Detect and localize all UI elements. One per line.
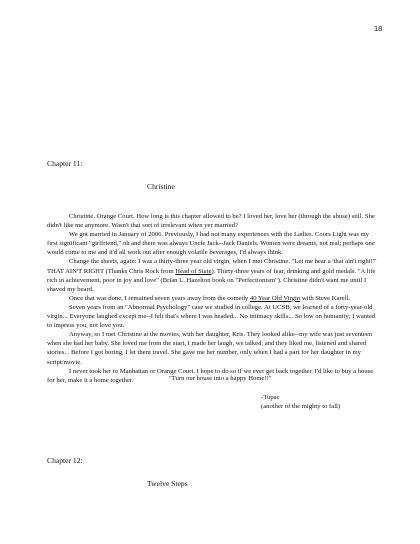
epigraph-attribution [261,393,340,411]
page-number: 18 [374,24,383,33]
paragraph-1: Christine. Orange Court. How long is this chapter allowed to be? I loved her, love her (through the abuse) still. She didn't like me anymore. Wasn't that sort of irrelevant when yer married? [47,213,375,230]
40-year-old-virgin-title: 40 Year Old Virgin [249,294,301,302]
paragraph-2: We got married in January of 2006. Previously, I had not many experiences with the Ladies. Coors Light was my first significant "girlfriend," oh and there was always Uncle Jack--Jack Daniels. Women were dreams, not real; perhaps one would come to me and it'd all work out after enough volatile beverages, I'd always think. [47,231,375,257]
chapter-12-title: Twelve Steps [147,479,188,488]
paragraph-3 [47,257,377,293]
paragraph-3-text-a: Change the sheets, again: I was a thirty-three year old virgin, when I met Christine. "Let me hear a 'that ain't right!'" THAT AIN'T RIGHT (Thanks Chris Rock from [47,258,377,275]
paragraph-4-text-b: with Steve Karell. [300,294,350,302]
head-of-state-title: Head of State [175,267,212,275]
paragraph-5: Seven years from an "Abnormal Psychology" case we studied in college. At UCSB, we learned of a forty-year-old virgin... Everyone laughed except me--I felt that's where I was headed... No intimacy skills... So low on humanity; I wanted to impress you, not love you. [47,303,376,330]
chapter-11-body [47,212,377,385]
paragraph-4-text-a: Once that was done, I remained seven years away from the comedy [69,294,250,302]
chapter-11-heading: Chapter 11: [47,159,83,168]
chapter-12-heading: Chapter 12: [47,456,83,465]
paragraph-3-text-b: ). Thirty-three years of fear, drinking and gold medals. "A life rich in achievement, poor in joy and love" (Brian L. Hazelton book on "Perfectionism"). Christine didn't want me until I shaved my beard. [47,267,376,293]
paragraph-4 [47,294,377,303]
paragraph-7: I never took her to Manhattan or Orange Court. I hope to do so if we ever get back together. I'd like to buy a house for her, make it a home together. [47,367,374,384]
attribution-name: -Tupac [261,394,280,401]
epigraph-quote: "Turn our house into a happy Home!!" [169,375,272,382]
paragraph-6: Anyway, so I met Christine at the movies, with her daughter, Kris. They looked alike--my wife was just seventeen when she had her baby. She loved me from the start, I made her laugh, we talked, and they liked me, listened and shared stories... Before I got boring, I let them travel. She gave me her number, only when I had a part for her daughter in my script/movie. [47,331,373,366]
chapter-11-title: Christine [147,182,175,191]
attribution-note: (another of the mighty to fall) [261,403,341,411]
